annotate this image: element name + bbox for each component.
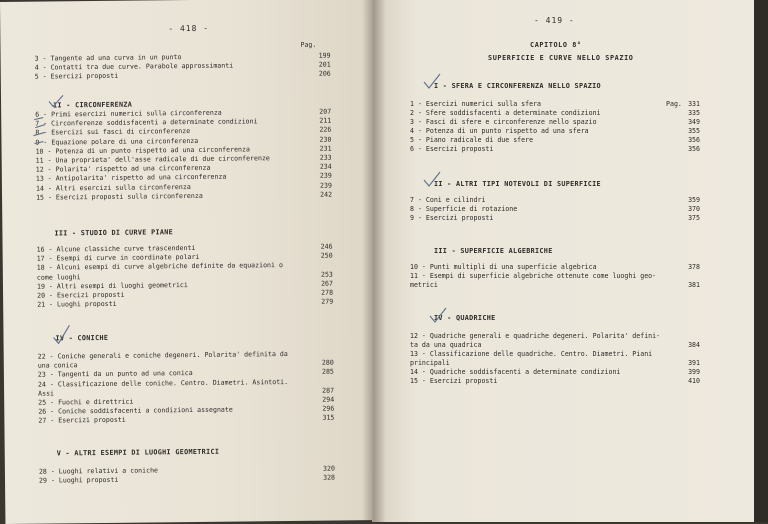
- toc-page-number: 328: [295, 474, 335, 482]
- toc-page-number: 285: [294, 368, 334, 376]
- toc-entry: 14 - Altri esercizi sulla circonferenza: [36, 183, 191, 193]
- pag-label: Pag.: [300, 41, 316, 49]
- toc-entry: 22 - Coniche generali e coniche degeneri. Polarita' definita da: [38, 350, 288, 361]
- toc-page-number: 253: [293, 270, 333, 278]
- toc-page-number: 356: [660, 136, 700, 144]
- toc-page-number: 280: [294, 359, 334, 367]
- toc-page-number: 335: [660, 109, 700, 117]
- toc-page-number: 233: [292, 154, 332, 162]
- pencil-check-mark-icon: [51, 323, 71, 345]
- toc-page-number: 239: [292, 181, 332, 189]
- toc-entry: 23 - Tangenti da un punto ad una conica: [38, 369, 193, 379]
- toc-entry: 11 - Esempi di superficie algebriche ottenute come luoghi geo-: [410, 272, 656, 280]
- section-heading: III - SUPERFICIE ALGEBRICHE: [434, 247, 553, 255]
- toc-page-number: 399: [660, 368, 700, 376]
- toc-entry: 26 - Coniche soddisfacenti a condizioni assegnate: [38, 406, 233, 416]
- toc-entry: 6 - Primi esercizi numerici sulla circonferenza: [35, 109, 222, 119]
- toc-page-number: 226: [291, 126, 331, 134]
- toc-entry: 15 - Esercizi proposti sulla circonferenza: [36, 192, 203, 202]
- toc-entry: 24 - Classificazione delle coniche. Centro. Diametri. Asintoti.: [38, 378, 288, 389]
- toc-page-number: 239: [292, 172, 332, 180]
- toc-entry: principali: [410, 359, 450, 367]
- toc-entry: 18 - Alcuni esempi di curve algebriche definite da equazioni o: [37, 261, 283, 272]
- toc-entry: 1 - Esercizi numerici sulla sfera: [410, 100, 541, 108]
- left-page: [0, 0, 381, 524]
- table-background: [754, 0, 768, 522]
- toc-entry: ta da una quadrica: [410, 341, 481, 349]
- toc-entry: 8 - Esercizi sui fasci di circonferenze: [35, 127, 190, 137]
- toc-entry: 16 - Alcune classiche curve trascendenti: [37, 244, 196, 254]
- toc-entry: 17 - Esempi di curve in coordinate polari: [37, 253, 200, 263]
- section-heading: V - ALTRI ESEMPI DI LUOGHI GEOMETRICI: [57, 448, 220, 458]
- toc-page-number: 246: [293, 243, 333, 251]
- toc-page-number: 315: [294, 414, 334, 422]
- section-heading: II - CIRCONFERENZA: [53, 101, 132, 110]
- toc-page-number: 410: [660, 377, 700, 385]
- toc-page-number: 211: [291, 117, 331, 125]
- toc-page-number: 279: [293, 298, 333, 306]
- toc-entry: 3 - Tangente ad una curva in un punto: [35, 53, 182, 63]
- toc-entry: 8 - Superficie di rotazione: [410, 205, 517, 213]
- toc-entry: 10 - Punti multipli di una superficie algebrica: [410, 263, 597, 271]
- toc-page-number: 355: [660, 127, 700, 135]
- chapter-label: CAPITOLO 8°: [530, 41, 582, 49]
- toc-page-number: 199: [291, 52, 331, 60]
- toc-page-number: 356: [660, 145, 700, 153]
- toc-page-number: 381: [660, 281, 700, 289]
- toc-page-number: 206: [291, 70, 331, 78]
- pencil-check-mark-icon: [31, 115, 53, 149]
- chapter-title: SUPERFICIE E CURVE NELLO SPAZIO: [488, 54, 633, 62]
- toc-page-number: 349: [660, 118, 700, 126]
- toc-entry: 7 - Circonferenze soddisfacenti a determinate condizioni: [35, 117, 257, 127]
- toc-page-number: 320: [295, 465, 335, 473]
- toc-page-number: 287: [294, 386, 334, 394]
- section-heading: III - STUDIO DI CURVE PIANE: [54, 228, 173, 237]
- toc-page-number: 391: [660, 359, 700, 367]
- toc-entry: 12 - Quadriche generali e quadriche degeneri. Polarita' defini-: [410, 332, 660, 340]
- section-heading: I - SFERA E CIRCONFERENZA NELLO SPAZIO: [434, 82, 601, 90]
- page-number: - 418 -: [168, 24, 209, 33]
- toc-page-number: 230: [291, 135, 331, 143]
- toc-page-number: 384: [660, 341, 700, 349]
- toc-entry: come luoghi: [37, 273, 81, 281]
- toc-entry: 9 - Esercizi proposti: [410, 214, 493, 222]
- toc-entry: 14 - Quadriche soddisfacenti a determinate condizioni: [410, 368, 620, 376]
- toc-entry: 9 - Equazione polare di una circonferenza: [35, 137, 198, 147]
- book-gutter: [362, 0, 386, 522]
- toc-entry: 19 - Altri esempi di luoghi geometrici: [37, 281, 188, 291]
- toc-page-number: 370: [660, 205, 700, 213]
- toc-entry: 21 - Luoghi proposti: [37, 300, 116, 309]
- toc-entry: 10 - Potenza di un punto rispetto ad una circonferenza: [36, 145, 250, 155]
- section-heading: II - ALTRI TIPI NOTEVOLI DI SUPERFICIE: [434, 180, 601, 188]
- toc-entry: una conica: [38, 361, 78, 369]
- pencil-check-mark-icon: [47, 93, 65, 109]
- toc-page-number: 331: [660, 100, 700, 108]
- toc-entry: 28 - Luoghi relativi a coniche: [39, 466, 158, 475]
- toc-page-number: 207: [291, 108, 331, 116]
- toc-page-number: 267: [293, 279, 333, 287]
- toc-page-number: 242: [292, 190, 332, 198]
- pencil-check-mark-icon: [428, 306, 448, 326]
- toc-page-number: 201: [291, 61, 331, 69]
- section-heading: IV - QUADRICHE: [434, 314, 496, 322]
- pencil-check-mark-icon: [422, 72, 442, 92]
- toc-entry: 11 - Una proprieta' dell'asse radicale di due circonferenze: [36, 154, 270, 164]
- toc-entry: 5 - Esercizi proposti: [35, 72, 118, 81]
- toc-entry: 13 - Classificazione delle quadriche. Centro. Diametri. Piani: [410, 350, 652, 358]
- toc-page-number: 231: [292, 144, 332, 152]
- toc-entry: 25 - Fuochi e direttrici: [38, 398, 133, 407]
- toc-page-number: 359: [660, 196, 700, 204]
- toc-page-number: 234: [292, 163, 332, 171]
- pencil-check-mark-icon: [422, 170, 442, 190]
- toc-entry: 6 - Esercizi proposti: [410, 145, 493, 153]
- toc-entry: 15 - Esercizi proposti: [410, 377, 497, 385]
- toc-entry: 29 - Luoghi proposti: [39, 476, 118, 485]
- toc-page-number: 296: [294, 405, 334, 413]
- toc-entry: 20 - Esercizi proposti: [37, 291, 124, 300]
- toc-entry: 7 - Coni e cilindri: [410, 196, 485, 204]
- toc-page-number: 294: [294, 396, 334, 404]
- toc-entry: Assi: [38, 389, 54, 397]
- toc-entry: 13 - Antipolarita' rispetto ad una circonferenza: [36, 173, 227, 183]
- page-number: - 419 -: [534, 16, 575, 25]
- toc-entry: 12 - Polarita' rispetto ad una circonferenza: [36, 164, 211, 174]
- toc-entry: 27 - Esercizi proposti: [38, 416, 125, 425]
- right-page: [372, 0, 756, 522]
- toc-page-number: 250: [293, 252, 333, 260]
- pag-label: Pag.: [666, 100, 682, 108]
- toc-entry: 3 - Fasci di sfere e circonferenze nello spazio: [410, 118, 597, 126]
- toc-page-number: 375: [660, 214, 700, 222]
- toc-entry: metrici: [410, 281, 438, 289]
- toc-entry: 2 - Sfere soddisfacenti a determinate condizioni: [410, 109, 601, 117]
- toc-entry: 4 - Contatti tra due curve. Parabole approssimanti: [35, 62, 234, 72]
- toc-page-number: 278: [293, 289, 333, 297]
- toc-entry: 4 - Potenza di un punto rispetto ad una sfera: [410, 127, 589, 135]
- toc-page-number: 378: [660, 263, 700, 271]
- toc-entry: 5 - Piano radicale di due sfere: [410, 136, 533, 144]
- section-heading: IV - CONICHE: [55, 334, 108, 343]
